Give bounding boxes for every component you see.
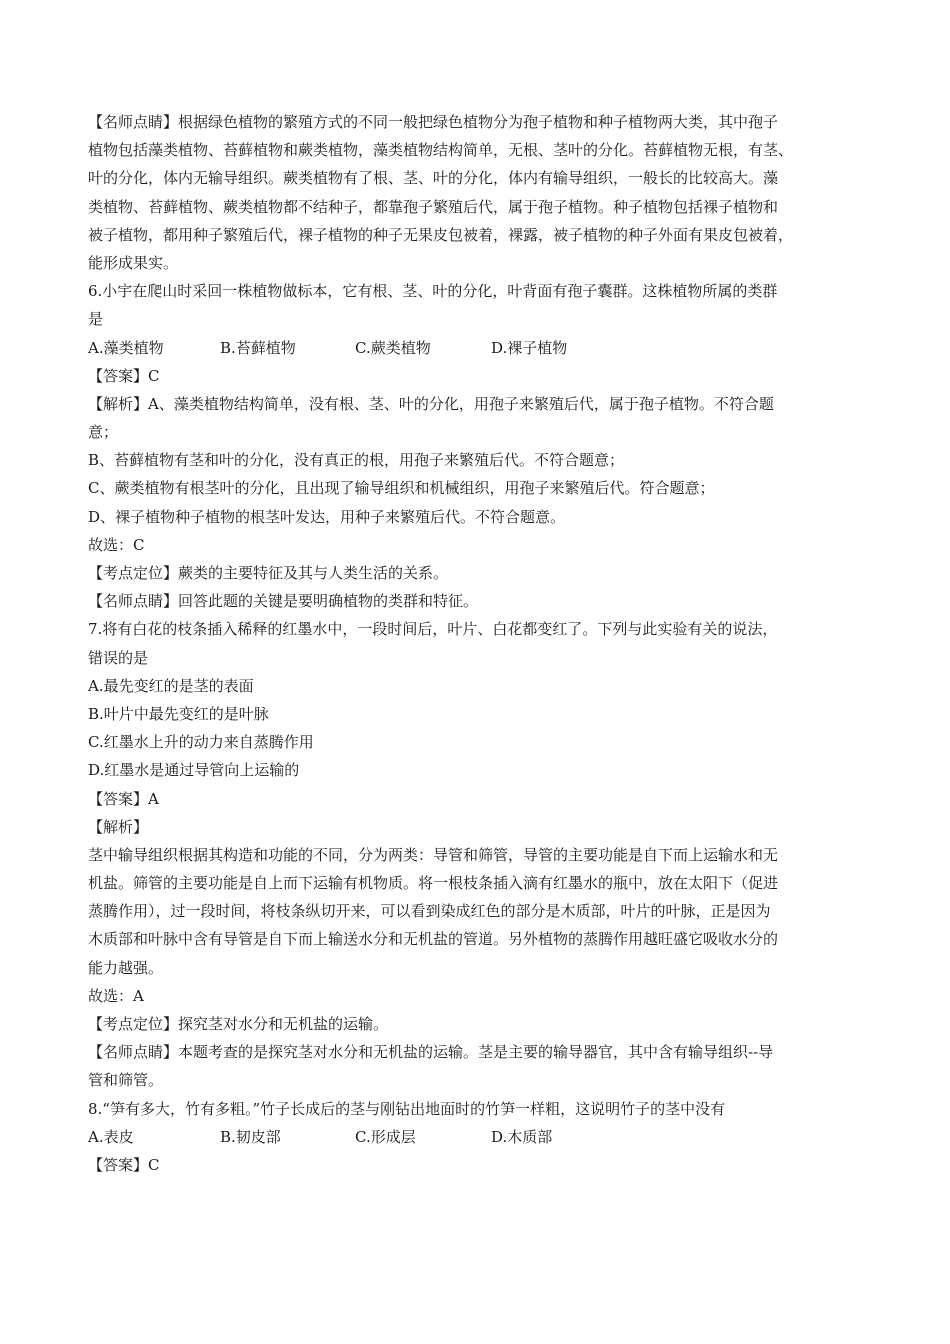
text-line: 能力越强。: [88, 958, 164, 977]
text-line: 【名师点睛】本题考查的是探究茎对水分和无机盐的运输。茎是主要的输导器官，其中含有输导组织--导: [88, 1043, 774, 1062]
text-line: 【名师点睛】根据绿色植物的繁殖方式的不同一般把绿色植物分为孢子植物和种子植物两大类，其中孢子: [88, 113, 779, 131]
option-c: C.形成层: [355, 1127, 416, 1146]
text-line: 【考点定位】探究茎对水分和无机盐的运输。: [88, 1015, 389, 1033]
text-line: C、蕨类植物有根茎叶的分化，且出现了输导组织和机械组织，用孢子来繁殖后代。符合题意；: [88, 479, 715, 498]
text-line: 木质部和叶脉中含有导管是自下而上输送水分和无机盐的管道。另外植物的蒸腾作用越旺盛它吸收水分的: [88, 930, 779, 949]
text-line: 8.“笋有多大，竹有多粗。”竹子长成后的茎与刚钻出地面时的竹笋一样粗，这说明竹子的茎中没有: [88, 1099, 726, 1118]
text-line: D.红墨水是通过导管向上运输的: [88, 761, 300, 780]
text-line: 被子植物，都用种子繁殖后代，裸子植物的种子无果皮包被着，裸露，被子植物的种子外面有果皮包被着，: [88, 225, 794, 244]
option-b: B.韧皮部: [220, 1127, 281, 1146]
text-line: 故选：A: [88, 986, 144, 1005]
text-line: 【答案】C: [88, 366, 160, 385]
text-line: 【答案】A: [88, 789, 159, 808]
text-line: 蒸腾作用），过一段时间，将枝条纵切开来，可以看到染成红色的部分是木质部，叶片的叶脉，正是因为: [88, 902, 771, 921]
text-line: 类植物、苔藓植物、蕨类植物都不结种子，都靠孢子繁殖后代，属于孢子植物。种子植物包括裸子植物和: [88, 197, 779, 216]
text-line: 植物包括藻类植物、苔藓植物和蕨类植物，藻类植物结构简单，无根、茎叶的分化。苔藓植物无根，有茎、: [88, 141, 794, 160]
text-line: 意；: [88, 423, 119, 442]
options-row: [88, 1123, 866, 1151]
option-c: C.蕨类植物: [355, 338, 431, 357]
text-line: 【解析】: [88, 817, 149, 836]
text-line: 茎中输导组织根据其构造和功能的不同，分为两类：导管和筛管，导管的主要功能是自下而上运输水和无: [88, 845, 779, 864]
text-line: 7.将有白花的枝条插入稀释的红墨水中，一段时间后，叶片、白花都变红了。下列与此实验有关的说法，: [88, 620, 778, 639]
option-a: A.表皮: [88, 1127, 134, 1146]
document-page: [88, 108, 866, 1179]
text-line: A.最先变红的是茎的表面: [88, 676, 254, 695]
text-line: 【答案】C: [88, 1155, 160, 1174]
text-line: 【解析】A、藻类植物结构简单，没有根、茎、叶的分化，用孢子来繁殖后代，属于孢子植物。不符合题: [88, 394, 774, 413]
text-line: B.叶片中最先变红的是叶脉: [88, 704, 269, 723]
text-line: 错误的是: [88, 648, 149, 667]
text-line: 【名师点睛】回答此题的关键是要明确植物的类群和特征。: [88, 592, 479, 611]
option-d: D.木质部: [491, 1127, 553, 1146]
options-row: [88, 334, 866, 362]
text-line: 是: [88, 310, 104, 329]
text-line: 6.小宇在爬山时采回一株植物做标本，它有根、茎、叶的分化，叶背面有孢子囊群。这株植物所属的类群: [88, 282, 778, 301]
text-line: 机盐。筛管的主要功能是自上而下运输有机物质。将一根枝条插入滴有红墨水的瓶中，放在太阳下（促进: [88, 874, 779, 893]
option-a: A.藻类植物: [88, 338, 164, 357]
text-line: B、苔藓植物有茎和叶的分化，没有真正的根，用孢子来繁殖后代。不符合题意；: [88, 451, 625, 470]
text-line: 能形成果实。: [88, 253, 179, 272]
text-line: 【考点定位】蕨类的主要特征及其与人类生活的关系。: [88, 564, 449, 582]
text-line: 叶的分化，体内无输导组织。蕨类植物有了根、茎、叶的分化，体内有输导组织，一般长的比较高大。藻: [88, 169, 779, 188]
text-line: D、裸子植物种子植物的根茎叶发达，用种子来繁殖后代。不符合题意。: [88, 507, 566, 526]
option-b: B.苔藓植物: [220, 338, 296, 357]
option-d: D.裸子植物: [491, 338, 568, 357]
text-line: C.红墨水上升的动力来自蒸腾作用: [88, 733, 314, 752]
text-line: 管和筛管。: [88, 1071, 164, 1090]
text-line: 故选：C: [88, 535, 145, 554]
